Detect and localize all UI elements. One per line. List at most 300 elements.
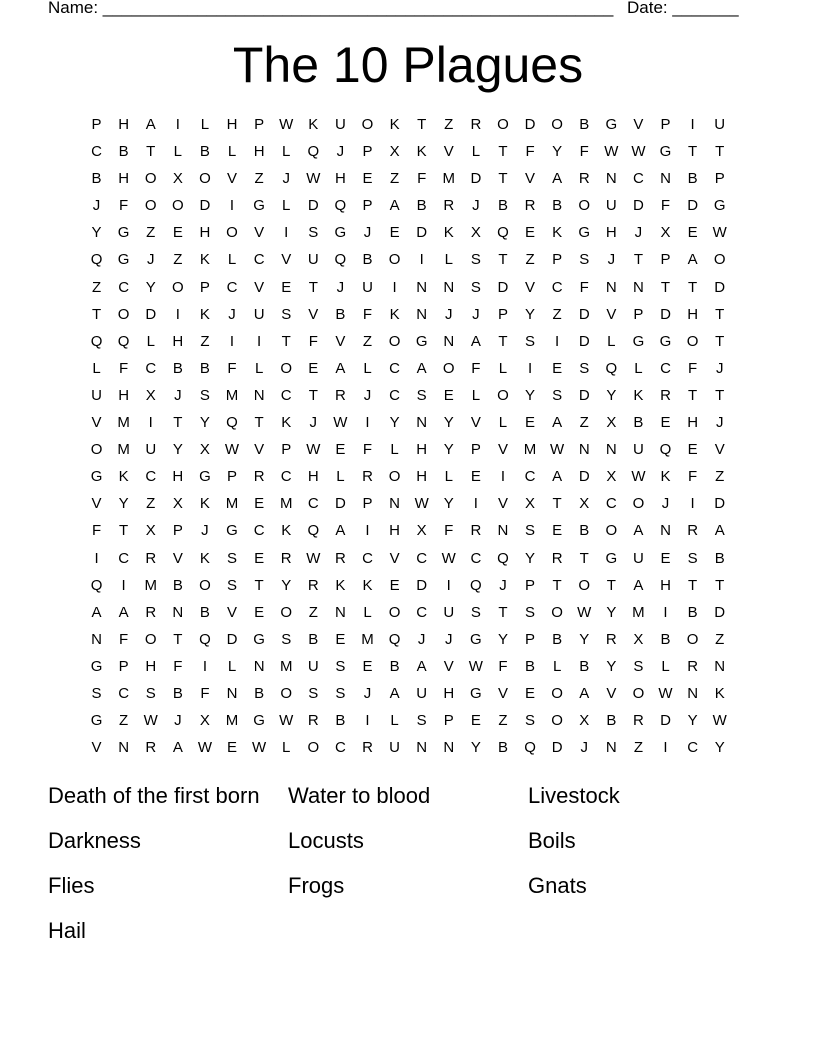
grid-letter: S: [91, 684, 102, 702]
grid-letter: S: [579, 251, 590, 269]
grid-letter: A: [552, 170, 563, 188]
grid-letter: Y: [687, 712, 698, 730]
grid-letter: R: [633, 712, 644, 730]
grid-letter: L: [282, 739, 291, 757]
grid-letter: O: [551, 712, 563, 730]
grid-letter: B: [362, 251, 373, 269]
grid-letter: B: [687, 603, 698, 621]
grid-letter: N: [416, 278, 428, 296]
grid-letter: U: [389, 739, 400, 757]
grid-letter: P: [362, 495, 373, 513]
grid-letter: X: [579, 495, 590, 513]
grid-letter: H: [253, 143, 265, 161]
grid-letter: C: [389, 386, 400, 404]
grid-letter: S: [579, 359, 590, 377]
grid-letter: F: [688, 468, 698, 486]
word-list-item: Flies: [48, 873, 95, 898]
grid-letter: Q: [117, 332, 130, 350]
grid-letter: Z: [362, 332, 373, 350]
grid-letter: T: [308, 386, 318, 404]
grid-letter: M: [117, 414, 130, 432]
grid-letter: N: [633, 278, 644, 296]
grid-letter: N: [605, 441, 617, 459]
grid-letter: I: [663, 603, 668, 621]
grid-letter: I: [121, 576, 126, 594]
grid-letter: F: [579, 143, 589, 161]
grid-letter: Z: [525, 251, 535, 269]
grid-letter: J: [417, 630, 426, 648]
grid-letter: T: [498, 603, 508, 621]
grid-letter: J: [336, 143, 345, 161]
grid-letter: B: [552, 630, 563, 648]
grid-letter: S: [308, 224, 319, 242]
grid-letter: Y: [199, 414, 210, 432]
grid-row: [83, 545, 743, 572]
grid-letter: S: [335, 657, 346, 675]
grid-letter: B: [633, 414, 644, 432]
grid-letter: E: [552, 359, 563, 377]
grid-letter: V: [497, 495, 508, 513]
grid-letter: T: [173, 414, 183, 432]
grid-letter: E: [254, 603, 265, 621]
grid-row: [83, 165, 743, 192]
grid-letter: V: [172, 549, 183, 567]
grid-letter: R: [334, 386, 346, 404]
grid-letter: C: [118, 684, 130, 702]
grid-letter: E: [254, 495, 265, 513]
grid-letter: T: [715, 332, 725, 350]
grid-letter: Z: [146, 224, 156, 242]
grid-letter: L: [498, 359, 508, 377]
grid-letter: C: [280, 386, 292, 404]
grid-letter: I: [94, 549, 99, 567]
grid-row: [83, 192, 743, 219]
grid-letter: O: [171, 278, 184, 296]
grid-letter: G: [90, 468, 103, 486]
grid-letter: D: [199, 197, 211, 215]
grid-letter: Z: [552, 305, 562, 323]
grid-letter: T: [688, 278, 698, 296]
grid-letter: H: [118, 170, 130, 188]
grid-letter: Z: [633, 739, 643, 757]
grid-letter: V: [91, 414, 102, 432]
grid-letter: B: [172, 359, 183, 377]
grid-letter: O: [497, 386, 509, 404]
grid-letter: K: [443, 224, 454, 242]
grid-letter: B: [687, 170, 698, 188]
grid-letter: O: [578, 576, 591, 594]
grid-letter: I: [500, 468, 506, 486]
grid-letter: O: [578, 197, 591, 215]
grid-letter: P: [227, 468, 238, 486]
grid-letter: U: [633, 549, 644, 567]
grid-letter: I: [392, 278, 397, 296]
grid-letter: P: [172, 522, 183, 540]
grid-letter: R: [687, 522, 699, 540]
grid-letter: O: [605, 522, 618, 540]
grid-letter: A: [172, 739, 183, 757]
grid-letter: D: [687, 197, 699, 215]
grid-letter: X: [145, 522, 156, 540]
grid-letter: N: [118, 739, 130, 757]
grid-letter: W: [631, 468, 646, 486]
grid-letter: Y: [525, 386, 536, 404]
grid-letter: I: [663, 739, 668, 757]
grid-letter: T: [688, 576, 698, 594]
grid-letter: S: [308, 684, 319, 702]
grid-letter: V: [497, 441, 508, 459]
grid-letter: D: [578, 386, 590, 404]
grid-letter: T: [715, 576, 725, 594]
grid-letter: S: [525, 712, 536, 730]
grid-letter: O: [388, 251, 401, 269]
grid-letter: D: [714, 603, 726, 621]
grid-letter: C: [118, 549, 130, 567]
grid-letter: W: [224, 441, 240, 459]
grid-letter: V: [308, 305, 319, 323]
word-list-item: Darkness: [48, 828, 141, 853]
grid-letter: Q: [334, 197, 347, 215]
grid-letter: O: [388, 468, 401, 486]
grid-letter: R: [551, 549, 563, 567]
grid-letter: R: [470, 116, 482, 133]
grid-letter: T: [633, 251, 643, 269]
grid-letter: B: [606, 712, 617, 730]
grid-letter: Q: [497, 224, 509, 242]
grid-letter: P: [281, 441, 292, 459]
grid-letter: D: [578, 468, 590, 486]
grid-letter: G: [90, 712, 103, 730]
grid-letter: B: [199, 603, 210, 621]
grid-letter: P: [443, 712, 454, 730]
grid-letter: S: [633, 657, 644, 675]
grid-letter: L: [254, 359, 264, 377]
grid-letter: W: [441, 549, 456, 567]
grid-letter: M: [117, 441, 130, 459]
grid-letter: G: [632, 332, 645, 350]
date-field-label: Date: _______: [627, 0, 739, 17]
grid-letter: W: [658, 684, 673, 702]
grid-letter: I: [473, 495, 478, 513]
grid-letter: I: [527, 359, 533, 377]
grid-letter: F: [119, 197, 129, 215]
grid-letter: Y: [579, 630, 590, 648]
word-search-grid: [83, 111, 743, 761]
grid-letter: J: [174, 712, 182, 730]
grid-letter: C: [226, 278, 238, 296]
grid-letter: J: [445, 630, 453, 648]
grid-letter: H: [145, 657, 157, 675]
grid-letter: L: [390, 441, 399, 459]
grid-letter: J: [92, 197, 101, 215]
grid-letter: O: [442, 359, 455, 377]
grid-letter: R: [578, 170, 590, 188]
word-list-item: Boils: [528, 828, 576, 853]
word-list: [48, 778, 768, 949]
grid-letter: U: [633, 441, 644, 459]
grid-letter: F: [308, 332, 318, 350]
grid-letter: V: [443, 143, 454, 161]
grid-letter: L: [336, 468, 345, 486]
grid-letter: T: [119, 522, 129, 540]
grid-letter: P: [470, 441, 481, 459]
grid-letter: M: [225, 386, 239, 404]
grid-letter: E: [389, 224, 400, 242]
grid-letter: S: [335, 684, 346, 702]
grid-letter: D: [497, 278, 509, 296]
grid-letter: C: [416, 603, 428, 621]
grid-letter: P: [362, 197, 373, 215]
grid-letter: H: [687, 305, 699, 323]
grid-letter: P: [660, 116, 671, 133]
grid-letter: Y: [714, 739, 725, 757]
grid-letter: J: [363, 386, 372, 404]
grid-letter: D: [470, 170, 482, 188]
grid-letter: E: [362, 657, 373, 675]
grid-letter: F: [471, 359, 481, 377]
grid-letter: C: [660, 359, 671, 377]
grid-letter: L: [173, 143, 182, 161]
grid-row: [83, 328, 743, 355]
grid-letter: I: [229, 332, 235, 350]
grid-letter: S: [281, 630, 292, 648]
grid-letter: J: [363, 224, 372, 242]
grid-letter: A: [145, 116, 156, 133]
grid-letter: O: [551, 116, 563, 133]
grid-letter: U: [416, 684, 428, 702]
grid-letter: L: [227, 657, 237, 675]
grid-letter: T: [281, 332, 291, 350]
grid-letter: T: [146, 143, 156, 161]
grid-letter: B: [416, 197, 427, 215]
grid-letter: U: [253, 305, 265, 323]
grid-letter: B: [172, 576, 183, 594]
grid-letter: H: [172, 468, 184, 486]
grid-row: [83, 301, 743, 328]
grid-letter: F: [525, 143, 535, 161]
grid-letter: Z: [308, 603, 318, 621]
grid-letter: B: [714, 549, 725, 567]
grid-letter: D: [524, 116, 536, 133]
grid-letter: S: [525, 522, 536, 540]
grid-letter: V: [227, 170, 238, 188]
grid-letter: W: [712, 712, 727, 730]
grid-letter: N: [605, 278, 617, 296]
word-list-item: Gnats: [528, 873, 587, 898]
grid-letter: K: [281, 522, 292, 540]
grid-letter: B: [579, 522, 590, 540]
grid-letter: H: [172, 332, 184, 350]
grid-letter: Q: [90, 332, 103, 350]
grid-letter: Q: [524, 739, 536, 757]
grid-letter: N: [443, 278, 455, 296]
grid-letter: U: [605, 197, 617, 215]
grid-letter: X: [606, 468, 617, 486]
grid-letter: A: [389, 197, 400, 215]
grid-letter: K: [199, 549, 210, 567]
grid-letter: S: [552, 386, 563, 404]
grid-letter: N: [91, 630, 102, 648]
grid-row: [83, 382, 743, 409]
grid-letter: V: [254, 441, 265, 459]
grid-letter: N: [660, 522, 671, 540]
grid-letter: E: [687, 224, 698, 242]
grid-letter: C: [416, 549, 428, 567]
grid-letter: L: [661, 657, 670, 675]
grid-letter: Z: [579, 414, 589, 432]
grid-letter: Z: [389, 170, 400, 188]
grid-letter: C: [253, 251, 265, 269]
grid-letter: V: [497, 684, 508, 702]
grid-letter: N: [605, 739, 617, 757]
grid-letter: M: [632, 603, 645, 621]
grid-letter: F: [119, 359, 129, 377]
grid-letter: G: [253, 197, 265, 215]
grid-letter: T: [498, 143, 508, 161]
grid-letter: I: [148, 414, 153, 432]
grid-letter: S: [281, 305, 292, 323]
grid-letter: D: [660, 712, 671, 730]
grid-row: [83, 436, 743, 463]
grid-letter: W: [604, 143, 619, 161]
grid-letter: N: [443, 739, 455, 757]
grid-letter: P: [91, 116, 102, 133]
grid-letter: H: [416, 468, 428, 486]
grid-letter: L: [363, 603, 372, 621]
grid-row: [83, 626, 743, 653]
grid-letter: Y: [525, 305, 536, 323]
grid-letter: Z: [254, 170, 264, 188]
grid-letter: L: [444, 468, 453, 486]
grid-letter: V: [281, 251, 292, 269]
grid-letter: T: [606, 576, 616, 594]
grid-letter: V: [525, 278, 536, 296]
grid-letter: D: [307, 197, 319, 215]
grid-letter: Q: [307, 522, 320, 540]
grid-letter: N: [687, 684, 699, 702]
grid-letter: B: [579, 657, 590, 675]
grid-letter: I: [257, 332, 262, 350]
grid-letter: F: [417, 170, 427, 188]
grid-letter: O: [497, 116, 509, 133]
grid-letter: U: [362, 278, 373, 296]
grid-letter: J: [715, 414, 724, 432]
grid-letter: C: [362, 549, 373, 567]
grid-letter: V: [91, 739, 102, 757]
grid-letter: E: [470, 712, 481, 730]
grid-letter: O: [632, 495, 645, 513]
grid-letter: W: [468, 657, 483, 675]
grid-letter: I: [229, 197, 235, 215]
grid-letter: L: [227, 143, 237, 161]
grid-letter: G: [199, 468, 211, 486]
grid-letter: D: [334, 495, 346, 513]
grid-letter: E: [389, 576, 400, 594]
grid-letter: Q: [497, 549, 509, 567]
grid-letter: I: [365, 522, 370, 540]
grid-letter: V: [633, 116, 644, 133]
grid-letter: D: [714, 278, 726, 296]
grid-letter: R: [660, 386, 671, 404]
grid-letter: Z: [91, 278, 102, 296]
grid-letter: Q: [90, 576, 103, 594]
grid-letter: M: [225, 712, 239, 730]
grid-letter: F: [579, 278, 589, 296]
grid-letter: H: [199, 224, 211, 242]
grid-letter: S: [525, 603, 536, 621]
grid-letter: E: [687, 441, 698, 459]
grid-letter: H: [660, 576, 671, 594]
grid-letter: J: [472, 305, 480, 323]
grid-letter: L: [200, 116, 210, 133]
grid-letter: A: [633, 576, 644, 594]
grid-letter: X: [660, 224, 671, 242]
grid-letter: U: [307, 251, 319, 269]
grid-letter: I: [690, 495, 695, 513]
grid-letter: L: [92, 359, 101, 377]
grid-letter: D: [416, 576, 428, 594]
grid-letter: J: [228, 305, 236, 323]
grid-row: [83, 409, 743, 436]
grid-letter: G: [470, 684, 482, 702]
grid-letter: B: [172, 684, 183, 702]
grid-letter: O: [632, 684, 645, 702]
grid-letter: H: [226, 116, 238, 133]
grid-letter: N: [660, 170, 671, 188]
grid-letter: A: [118, 603, 129, 621]
grid-letter: K: [281, 414, 292, 432]
grid-letter: J: [499, 576, 507, 594]
grid-letter: D: [145, 305, 157, 323]
grid-letter: T: [579, 549, 589, 567]
grid-letter: K: [118, 468, 129, 486]
grid-letter: Y: [172, 441, 183, 459]
grid-letter: A: [633, 522, 644, 540]
grid-letter: S: [470, 603, 481, 621]
grid-letter: C: [118, 278, 130, 296]
grid-letter: C: [145, 468, 157, 486]
grid-letter: T: [308, 278, 318, 296]
grid-letter: X: [416, 522, 427, 540]
grid-letter: Z: [498, 712, 508, 730]
grid-letter: V: [254, 278, 265, 296]
grid-letter: H: [605, 224, 617, 242]
grid-letter: V: [470, 414, 481, 432]
grid-letter: K: [199, 251, 210, 269]
grid-letter: Z: [146, 495, 156, 513]
grid-letter: O: [388, 332, 401, 350]
grid-letter: H: [307, 468, 319, 486]
grid-letter: M: [279, 495, 293, 513]
grid-letter: D: [578, 305, 590, 323]
grid-letter: O: [361, 116, 374, 133]
grid-letter: S: [470, 251, 481, 269]
grid-letter: D: [660, 305, 671, 323]
grid-letter: L: [390, 712, 399, 730]
word-list-item: Hail: [48, 918, 86, 943]
grid-letter: C: [605, 495, 617, 513]
grid-letter: W: [712, 224, 727, 242]
grid-letter: V: [443, 657, 454, 675]
grid-letter: C: [280, 468, 292, 486]
grid-letter: J: [309, 414, 318, 432]
grid-letter: S: [227, 549, 238, 567]
grid-letter: T: [715, 305, 725, 323]
grid-letter: L: [634, 359, 643, 377]
grid-letter: X: [606, 414, 617, 432]
grid-letter: K: [714, 684, 725, 702]
grid-letter: X: [172, 495, 183, 513]
